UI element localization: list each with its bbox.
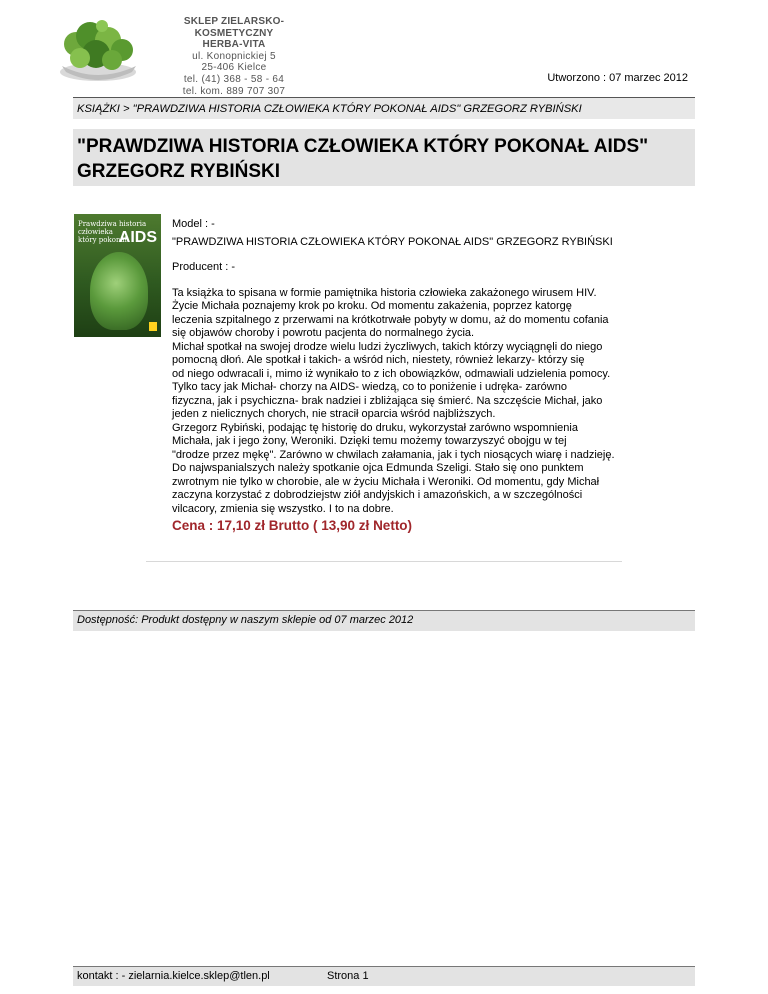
contact-email: kontakt : - zielarnia.kielce.sklep@tlen.pl (77, 970, 270, 982)
description-line: leczenia szpitalnego z przerwami na krótkotrwałe pobyty w domu, aż do momentu cofania (172, 313, 609, 326)
cover-title-line3: który pokonał (78, 236, 127, 244)
logo-mobile: tel. kom. 889 707 307 (182, 85, 286, 97)
logo-shop-name: SKLEP ZIELARSKO-KOSMETYCZNY (183, 16, 285, 39)
producer-label: Producent : - (172, 261, 235, 273)
description-line: Michał spotkał na swojej drodze wielu ludzi życzliwych, takich którzy wyciągnęli do niego (172, 340, 603, 353)
product-description (172, 287, 692, 517)
description-line: vilcacory, zmienia się wszystko. I to na dobre. (172, 502, 394, 515)
cover-title-aids: AIDS (118, 229, 157, 246)
logo-phone: tel. (41) 368 - 58 - 64 (183, 73, 285, 85)
product-price: Cena : 17,10 zł Brutto ( 13,90 zł Netto) (172, 518, 413, 533)
cover-title-line1: Prawdziwa historia (78, 220, 147, 228)
description-line: jeden z nielicznych chorych, nie stracił oparcia wśród najbliższych. (172, 408, 496, 420)
logo-shop-brand: HERBA-VITA (202, 39, 266, 51)
description-line: Życie Michała poznajemy krok po kroku. Od momentu zakażenia, poprzez katorgę (172, 300, 572, 312)
product-info (172, 218, 692, 533)
logo-address: ul. Konopnickiej 5 (192, 50, 276, 62)
page-title: "PRAWDZIWA HISTORIA CZŁOWIEKA KTÓRY POKONAŁ AIDS" GRZEGORZ RYBIŃSKI (73, 129, 695, 186)
cover-publisher-badge (149, 322, 157, 331)
shop-logo (52, 14, 312, 97)
description-line: Grzegorz Rybiński, podając tę historię do druku, wykorzystał zarówno wspomnienia (172, 421, 578, 434)
description-line: Ta książka to spisana w formie pamiętnika historia człowieka zakażonego wirusem HIV. (172, 286, 597, 299)
description-line: od niego odwracali i, mimo iż wynikało to z ich obowiązków, odmawiali udzielenia pomocy. (172, 367, 611, 380)
plant-pot-icon (52, 14, 144, 86)
page-number: Strona 1 (327, 970, 369, 982)
description-line: "drodze przez mękę". Zarówno w chwilach załamania, jak i tych niosących wiarę i nadzieję. (172, 448, 615, 461)
created-date: Utworzono : 07 marzec 2012 (547, 72, 688, 84)
divider (146, 561, 622, 562)
book-cover-image (74, 214, 161, 337)
cover-title-line2: człowieka (78, 228, 113, 236)
description-line: Tylko tacy jak Michał- chorzy na AIDS- wiedzą, co to poniżenie i udręka- zarówno (172, 381, 567, 393)
description-line: fizyczna, jak i psychiczna- brak nadziei i zbliżająca się śmierć. Na szczęście Michał, jako (172, 394, 603, 407)
model-label: Model : - (172, 218, 215, 230)
description-line: pomocną dłoń. Ale spotkał i takich- a wśród nich, niestety, również lekarzy- którzy się (172, 354, 585, 366)
model-value: "PRAWDZIWA HISTORIA CZŁOWIEKA KTÓRY POKONAŁ AIDS" GRZEGORZ RYBIŃSKI (172, 235, 613, 248)
description-line: Do najwspanialszych należy spotkanie ojca Edmunda Szeligi. Stało się ono punktem (172, 462, 584, 474)
description-line: zwrotnym nie tylko w chorobie, ale w życiu Michała i Weroniki. Od momentu, gdy Michał (172, 475, 600, 488)
description-line: się objawów choroby i powrotu pacjenta do normalnego życia. (172, 327, 475, 339)
description-line: Michała, jak i jego żony, Weroniki. Dzięki temu możemy towarzyszyć obojgu w tej (172, 435, 567, 447)
breadcrumb: KSIĄŻKI > "PRAWDZIWA HISTORIA CZŁOWIEKA KTÓRY POKONAŁ AIDS" GRZEGORZ RYBIŃSKI (73, 97, 695, 119)
availability-bar: Dostępność: Produkt dostępny w naszym sklepie od 07 marzec 2012 (73, 610, 695, 631)
logo-city: 25-406 Kielce (201, 62, 267, 74)
description-line: zaczyna korzystać z dobrodziejstw ziół andyjskich i amazońskich, a w szczególności (172, 489, 583, 501)
page-footer (73, 966, 695, 986)
cover-illustration (90, 252, 148, 330)
